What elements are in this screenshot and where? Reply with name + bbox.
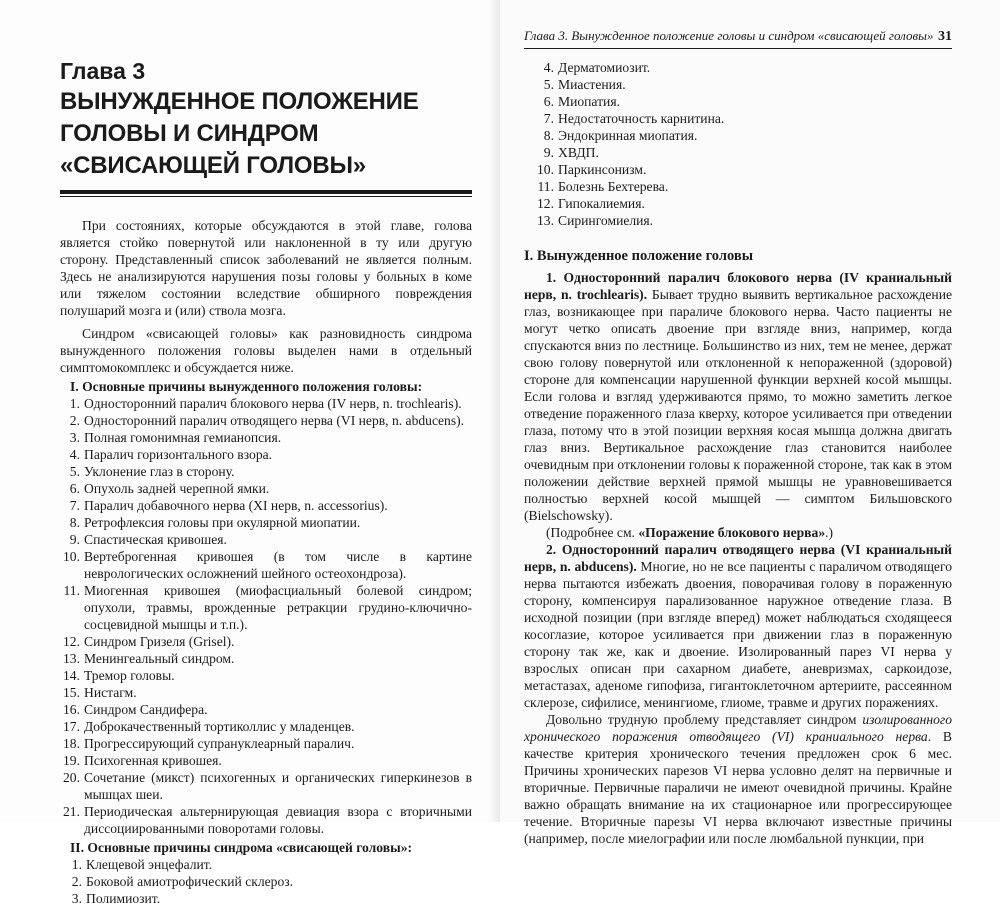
running-head — [524, 28, 952, 49]
list-item-text: Паралич добавочного нерва (XI нерв, n. accessorius). — [84, 498, 388, 513]
list-item-number: 14. — [63, 668, 80, 683]
list-item — [60, 769, 472, 803]
list-item-number: 3. — [69, 430, 80, 445]
list-item-text: Миогенная кривошея (миофасциальный болевой синдром; опухоли, травмы, врожденные ретракции грудино-ключично-сосцевидной мышцы и т.п.). — [84, 583, 472, 632]
list-item-number: 6. — [69, 481, 80, 496]
list-item-number: 21. — [63, 804, 80, 819]
paragraph-body: . В качестве критерия хронического течения предложен срок 6 мес. Причины хронических парезов VI нерва условно делят на первичные и вторичные. Первичные параличи не имеют очевидной причины. Крайне важно обращать внимание на их стационарное или прогрессирующее течение. Вторичные парезы VI нерва включают известные причины (например, после миелографии или после люмбальной пункции, при — [524, 729, 952, 846]
list-item-text: Полимиозит. — [86, 891, 161, 906]
list-item — [60, 514, 472, 531]
dropped-head-causes-list-continued — [524, 59, 952, 229]
list-item-number: 20. — [63, 770, 80, 785]
list-item-text: Эндокринная миопатия. — [558, 128, 698, 143]
reference-title: «Поражение блокового нерва» — [638, 525, 826, 540]
list-item-number: 13. — [537, 213, 554, 228]
list-item-number: 4. — [69, 447, 80, 462]
list-item-number: 5. — [69, 464, 80, 479]
list-item — [60, 890, 472, 907]
chapter-title-line: «СВИСАЮЩЕЙ ГОЛОВЫ» — [60, 152, 366, 179]
list-item — [60, 480, 472, 497]
list-item-text: Клещевой энцефалит. — [86, 857, 213, 872]
list-item-number: 2. — [71, 874, 82, 889]
list-item-number: 12. — [63, 634, 80, 649]
list-item-text: Вертеброгенная кривошея (в том числе в картине неврологических осложнений шейного остеохондроза). — [84, 549, 472, 581]
list-item-number: 9. — [543, 145, 554, 160]
paragraph-body: Многие, но не все пациенты с параличом отводящего нерва пытаются избежать двоения, поворачивая голову в пораженную сторону, компенсируя парализованное наружное отведение глаза. В исходной позиции (при взгляде вперед) может наблюдаться сходящееся косоглазие, которое усиливается при движении глаз в пораженную сторону так же, как и двоение. Изолированный парез VI нерва у взрослых описан при сахарном диабете, аневризмах, саркоидозе, метастазах, аденоме гипофиза, гигантоклеточном артериите, рассеянном склерозе, сифилисе, менингиоме, глиоме, травме и других поражениях. — [524, 559, 952, 710]
forced-position-causes-list — [60, 395, 472, 837]
list-item-text: Периодическая альтернирующая девиация взора с вторичными диссоциированными поворотами головы. — [84, 804, 472, 836]
paragraph-abducens — [524, 541, 952, 711]
list-item-number: 15. — [63, 685, 80, 700]
list-item-text: Доброкачественный тортиколлис у младенцев. — [84, 719, 355, 734]
left-page — [0, 0, 500, 906]
list-item-text: Болезнь Бехтерева. — [558, 179, 669, 194]
list-item — [60, 463, 472, 480]
list-item-text: Сочетание (микст) психогенных и органических гиперкинезов в мышцах шеи. — [84, 770, 472, 802]
intro-paragraph: Синдром «свисающей головы» как разновидность синдрома вынужденного положения головы выделен нами в отдельный симптомокомплекс и обсуждается ниже. — [60, 326, 472, 375]
list-item — [60, 412, 472, 429]
list-item-text: Ретрофлексия головы при окулярной миопатии. — [84, 515, 361, 530]
list-item-text: Полная гомонимная гемианопсия. — [84, 430, 282, 445]
paragraph-italic-term: изолированного хронического поражения отводящего (VI) краниального нерва — [524, 712, 952, 744]
list-item-number: 10. — [63, 549, 80, 564]
list-item — [60, 650, 472, 667]
list-item-number: 8. — [69, 515, 80, 530]
list-item — [60, 701, 472, 718]
list-item-number: 16. — [63, 702, 80, 717]
list-item — [60, 582, 472, 633]
page-number: 31 — [938, 29, 952, 44]
right-page — [500, 0, 1000, 846]
list-item — [60, 548, 472, 582]
paragraph-trochlear — [524, 269, 952, 524]
running-head-title: Глава 3. Вынужденное положение головы и синдром «свисающей головы» — [524, 28, 934, 43]
list-heading-dropped-head: II. Основные причины синдрома «свисающей головы»: — [70, 840, 413, 855]
section-heading: I. Вынужденное положение головы — [524, 248, 754, 264]
list-item-text: Тремор головы. — [84, 668, 175, 683]
reference-note — [524, 524, 952, 541]
list-item-text: Дерматомиозит. — [558, 60, 651, 75]
list-item — [60, 873, 472, 890]
list-item-text: ХВДП. — [558, 145, 599, 160]
chapter-title-line: ГОЛОВЫ И СИНДРОМ — [60, 120, 319, 147]
list-item-number: 1. — [71, 857, 82, 872]
list-item-text: Миопатия. — [558, 94, 620, 109]
chapter-title — [60, 86, 472, 182]
list-item — [532, 127, 952, 144]
list-heading-forced-position: I. Основные причины вынужденного положения головы: — [70, 379, 423, 394]
paragraph-lead: 1. Односторонний паралич блокового нерва (IV краниальный нерв, n. trochlearis). — [524, 270, 952, 302]
list-item-text: Опухоль задней черепной ямки. — [84, 481, 270, 496]
list-item-text: Паркинсонизм. — [558, 162, 647, 177]
list-item-text: Недостаточность карнитина. — [558, 111, 725, 126]
list-item-number: 12. — [537, 196, 554, 211]
list-item-number: 1. — [69, 396, 80, 411]
list-item — [60, 856, 472, 873]
list-item-number: 9. — [69, 532, 80, 547]
list-item-number: 7. — [69, 498, 80, 513]
list-item-text: Односторонний паралич отводящего нерва (VI нерв, n. abducens). — [84, 413, 465, 428]
paragraph-start: Довольно трудную проблему представляет синдром — [546, 712, 863, 727]
list-item — [532, 93, 952, 110]
list-item — [532, 110, 952, 127]
chapter-title-line: ВЫНУЖДЕННОЕ ПОЛОЖЕНИЕ — [60, 88, 419, 115]
dropped-head-causes-list — [60, 856, 472, 907]
list-item — [532, 76, 952, 93]
list-item — [60, 531, 472, 548]
intro-paragraph: При состояниях, которые обсуждаются в этой главе, голова является стойко повернутой или наклоненной в ту или другую сторону. Представленный список заболеваний не является полным. Здесь не анализируются нарушения позы головы у больных в коме или тяжелом состоянии вследствие обширного повреждения полушарий мозга и (или) ствола мозга. — [60, 218, 472, 318]
list-item-number: 4. — [543, 60, 554, 75]
list-item — [60, 446, 472, 463]
list-item-number: 17. — [63, 719, 80, 734]
chapter-number: Глава 3 — [60, 58, 146, 84]
list-item-number: 10. — [537, 162, 554, 177]
list-item — [60, 429, 472, 446]
list-item-number: 2. — [69, 413, 80, 428]
list-item-text: Односторонний паралич блокового нерва (IV нерв, n. trochlearis). — [84, 396, 462, 411]
list-item — [532, 144, 952, 161]
list-item — [60, 684, 472, 701]
list-item-number: 19. — [63, 753, 80, 768]
list-item-number: 6. — [543, 94, 554, 109]
list-item-text: Психогенная кривошея. — [84, 753, 222, 768]
list-item-text: Спастическая кривошея. — [84, 532, 227, 547]
list-item-number: 8. — [543, 128, 554, 143]
list-item-number: 13. — [63, 651, 80, 666]
list-item-text: Боковой амиотрофический склероз. — [86, 874, 294, 889]
list-item-number: 5. — [543, 77, 554, 92]
list-item — [60, 735, 472, 752]
list-item — [60, 718, 472, 735]
list-item — [60, 803, 472, 837]
paragraph-body: Бывает трудно выявить вертикальное расхождение глаз, возникающее при параличе блокового нерва. Часто пациенты не могут четко описать двоение при взгляде вниз, например, когда спускаются вниз по лестнице. Большинство из них, тем не менее, держат свою голову повернутой или отклоненной к непораженной (здоровой) стороне для компенсации нарушенной функции верхней косой мышцы. Если голова и взгляд удерживаются прямо, то можно заметить легкое отведение пораженного глаза кверху, которое усиливается при отведении глаза, потому что в этой позиции верхняя косая мышца должна двигать глаз вниз. Вертикальное расхождение глаз становится наиболее очевидным при отклонении головы к пораженной стороне, так как в этом положении действие верхней прямой мышцы не уравновешивается полностью верхней косой мышцей — симптом Бильшовского (Bielschowsky). — [524, 287, 952, 523]
paragraph-lead: 2. Односторонний паралич отводящего нерва (VI краниальный нерв, n. abducens). — [524, 542, 952, 574]
list-item — [60, 633, 472, 650]
paragraph-chronic-abducens — [524, 711, 952, 847]
list-item — [532, 178, 952, 195]
list-item — [60, 497, 472, 514]
list-item-text: Сирингомиелия. — [558, 213, 654, 228]
reference-suffix: .) — [825, 525, 834, 540]
list-item-text: Прогрессирующий супрануклеарный паралич. — [84, 736, 355, 751]
list-item-text: Синдром Сандифера. — [84, 702, 208, 717]
list-item — [532, 59, 952, 76]
list-item-number: 11. — [63, 583, 80, 598]
reference-prefix: (Подробнее см. — [546, 525, 639, 540]
list-item-text: Менингеальный синдром. — [84, 651, 235, 666]
list-item-text: Нистагм. — [84, 685, 137, 700]
list-item-number: 7. — [543, 111, 554, 126]
title-rule-thin — [60, 196, 472, 197]
list-item-text: Гипокалиемия. — [558, 196, 645, 211]
list-item-number: 3. — [71, 891, 82, 906]
list-item — [532, 212, 952, 229]
list-item — [532, 161, 952, 178]
list-item — [60, 667, 472, 684]
list-item — [60, 395, 472, 412]
list-item-text: Миастения. — [558, 77, 626, 92]
list-item-text: Синдром Гризеля (Grisel). — [84, 634, 235, 649]
list-item-text: Паралич горизонтального взора. — [84, 447, 273, 462]
list-item-number: 11. — [537, 179, 554, 194]
list-item-text: Уклонение глаз в сторону. — [84, 464, 235, 479]
list-item — [60, 752, 472, 769]
title-rule-thick — [60, 190, 472, 194]
list-item — [532, 195, 952, 212]
list-item-number: 18. — [63, 736, 80, 751]
